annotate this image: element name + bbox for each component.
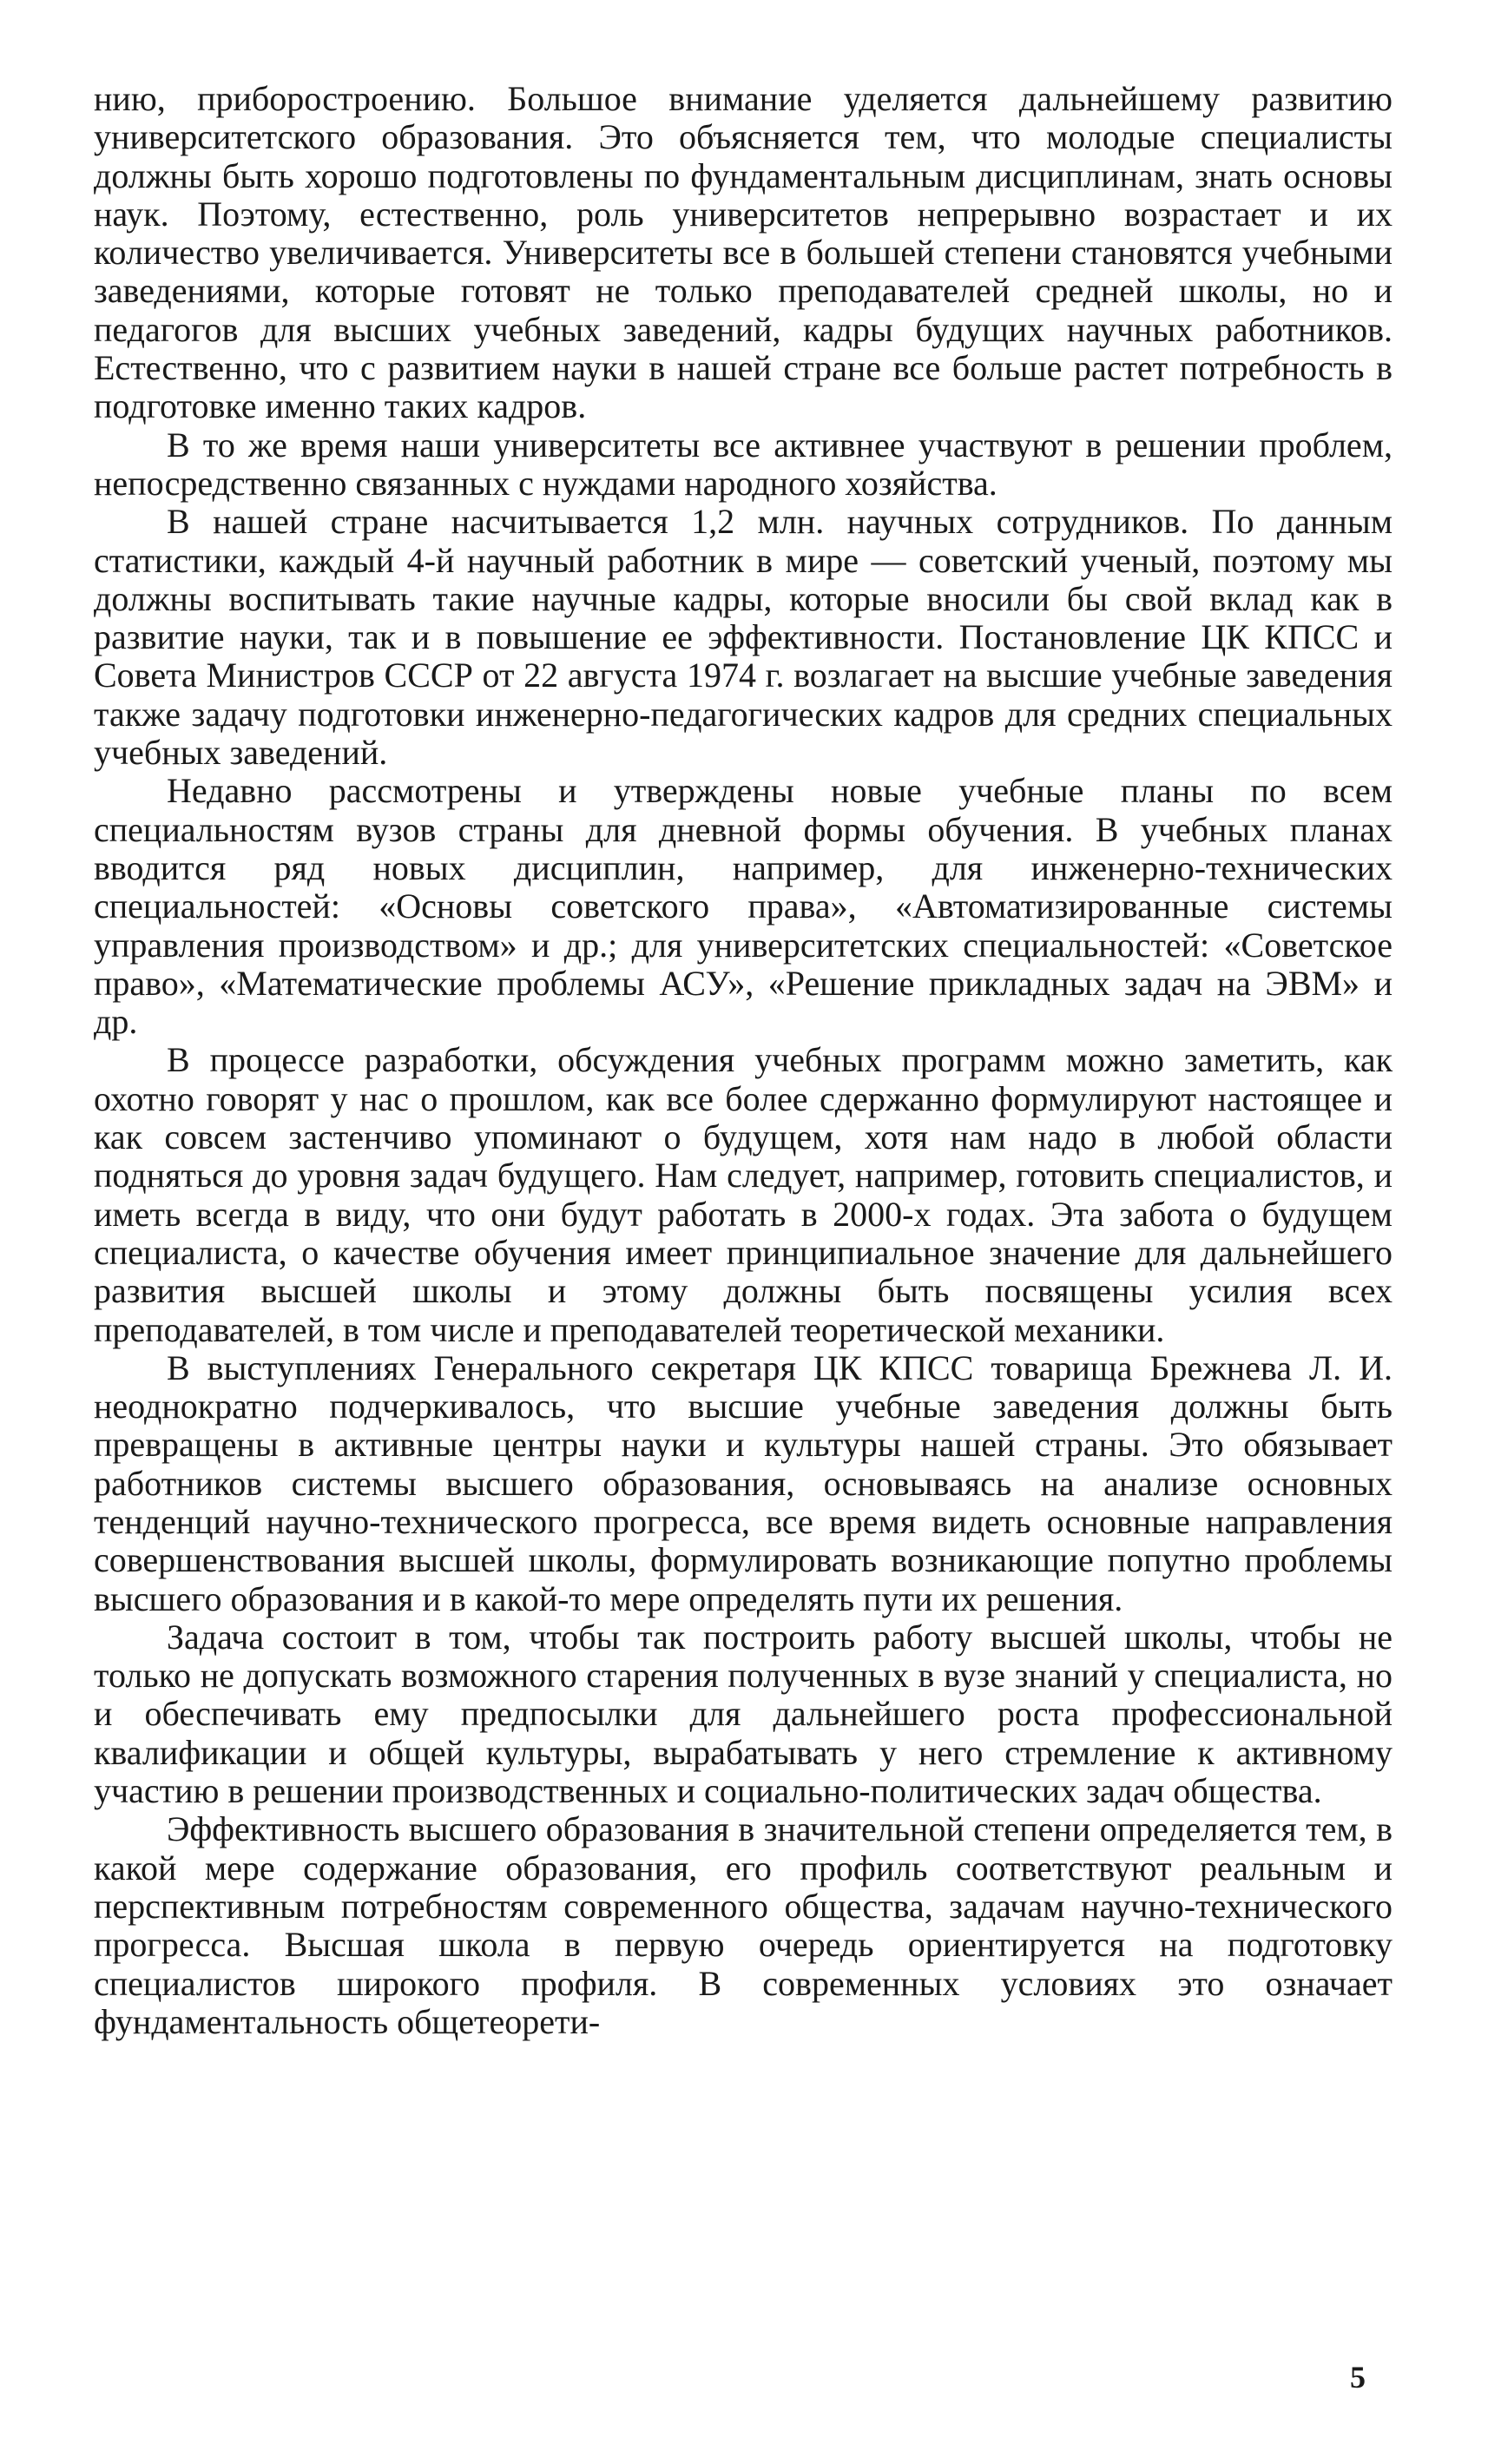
page-number: 5 (1350, 2360, 1366, 2395)
paragraph: Задача состоит в том, чтобы так построить работу высшей школы, чтобы не только не допускать возможного старения полученных в вузе знаний у специалиста, но и обеспечивать ему предпосылки для дальнейшего роста профессиональной квалификации и общей культуры, вырабатывать у него стремление к активному участию в решении производственных и социально-политических задач общества. (94, 1617, 1393, 1811)
paragraph-continued: нию, приборостроению. Большое внимание уделяется дальнейшему развитию университетского образования. Это объясняется тем, что молодые специалисты должны быть хорошо подготовлены по фундаментальным дисциплинам, знать основы наук. Поэтому, естественно, роль университетов непрерывно возрастает и их количество увеличивается. Университеты все в большей степени становятся учебными заведениями, которые готовят не только преподавателей средней школы, но и педагогов для высших учебных заведений, кадры будущих научных работников. Естественно, что с развитием науки в нашей стране все больше растет потребность в подготовке именно таких кадров. (94, 79, 1393, 426)
page-body (94, 80, 1393, 2041)
paragraph: В нашей стране насчитывается 1,2 млн. научных сотрудников. По данным статистики, каждый 4-й научный работник в мире — советский ученый, поэтому мы должны воспитывать такие научные кадры, которые вносили бы свой вклад как в развитие науки, так и в повышение ее эффективности. Постановление ЦК КПСС и Совета Министров СССР от 22 августа 1974 г. возлагает на высшие учебные заведения также задачу подготовки инженерно-педагогических кадров для средних специальных учебных заведений. (94, 502, 1393, 773)
paragraph: Недавно рассмотрены и утверждены новые учебные планы по всем специальностям вузов страны для дневной формы обучения. В учебных планах вводится ряд новых дисциплин, например, для инженерно-технических специальностей: «Основы советского права», «Автоматизированные системы управления производством» и др.; для университетских специальностей: «Советское право», «Математические проблемы АСУ», «Решение прикладных задач на ЭВМ» и др. (94, 771, 1393, 1042)
paragraph: В выступлениях Генерального секретаря ЦК КПСС товарища Брежнева Л. И. неоднократно подчеркивалось, что высшие учебные заведения должны быть превращены в активные центры науки и культуры нашей страны. Это обязывает работников системы высшего образования, основываясь на анализе основных тенденций научно-технического прогресса, все время видеть основные направления совершенствования высшей школы, формулировать возникающие попутно проблемы высшего образования и в какой-то мере определять пути их решения. (94, 1347, 1393, 1618)
paragraph: В то же время наши университеты все активнее участвуют в решении проблем, непосредственно связанных с нуждами народного хозяйства. (94, 425, 1393, 503)
paragraph: Эффективность высшего образования в значительной степени определяется тем, в какой мере содержание образования, его профиль соответствуют реальным и перспективным потребностям современного общества, задачам научно-технического прогресса. Высшая школа в первую очередь ориентируется на подготовку специалистов широкого профиля. В современных условиях это означает фундаментальность общетеорети- (94, 1809, 1393, 2041)
paragraph: В процессе разработки, обсуждения учебных программ можно заметить, как охотно говорят у нас о прошлом, как все более сдержанно формулируют настоящее и как совсем застенчиво упоминают о будущем, хотя нам надо в любой области подняться до уровня задач будущего. Нам следует, например, готовить специалистов, и иметь всегда в виду, что они будут работать в 2000-х годах. Эта забота о будущем специалиста, о качестве обучения имеет принципиальное значение для дальнейшего развития высшей школы и этому должны быть посвящены усилия всех преподавателей, в том числе и преподавателей теоретической механики. (94, 1040, 1393, 1349)
